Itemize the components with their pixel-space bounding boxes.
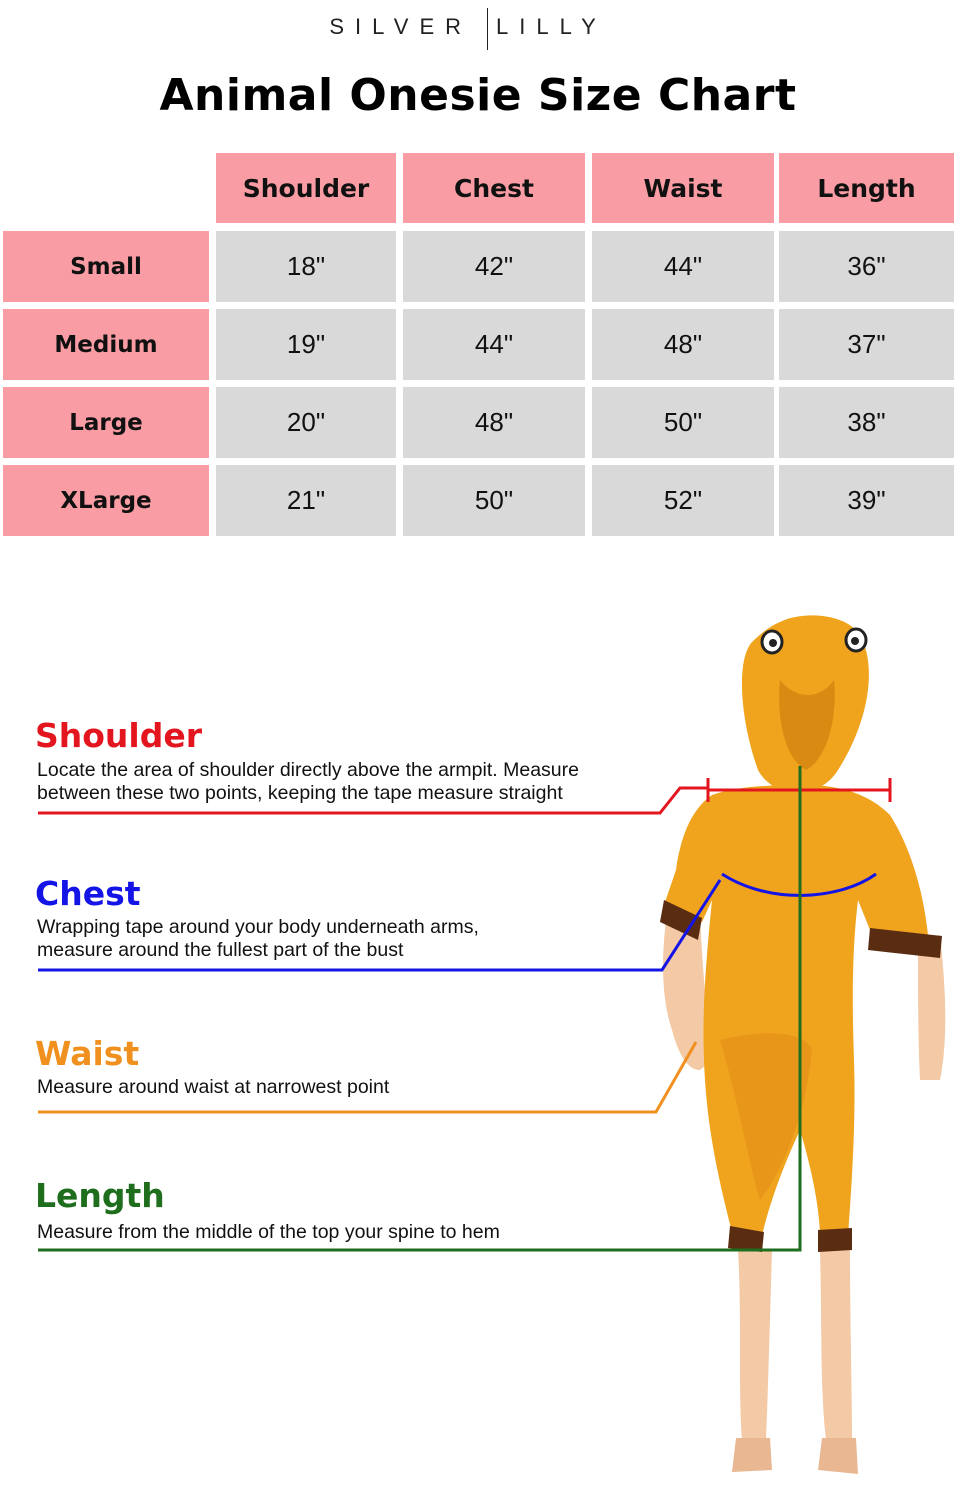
chest-guide-line: [38, 880, 720, 970]
brand-word-left: SILVER: [329, 14, 472, 39]
table-cell: 44": [403, 309, 585, 380]
page-title: Animal Onesie Size Chart: [159, 70, 797, 121]
length-guide-line: [38, 766, 800, 1250]
waist-desc-line-1: Measure around waist at narrowest point: [37, 1076, 390, 1098]
table-cell: 20": [216, 387, 396, 458]
chest-desc-line-2: measure around the fullest part of the bust: [37, 939, 404, 961]
column-header-shoulder: Shoulder: [216, 153, 396, 223]
column-header-length: Length: [779, 153, 954, 223]
table-cell: 38": [779, 387, 954, 458]
table-cell: 48": [592, 309, 774, 380]
row-header-large: Large: [3, 387, 209, 458]
chest-title: Chest: [35, 874, 141, 913]
table-cell: 19": [216, 309, 396, 380]
shoulder-desc-line-2: between these two points, keeping the tape measure straight: [37, 782, 563, 804]
column-header-waist: Waist: [592, 153, 774, 223]
row-header-small: Small: [3, 231, 209, 302]
chest-desc-line-1: Wrapping tape around your body underneath arms,: [37, 916, 479, 938]
column-header-chest: Chest: [403, 153, 585, 223]
waist-guide-line: [38, 1042, 696, 1112]
table-cell: 39": [779, 465, 954, 536]
table-cell: 52": [592, 465, 774, 536]
table-cell: 36": [779, 231, 954, 302]
brand-word-right: LILLY: [496, 14, 607, 39]
table-cell: 50": [592, 387, 774, 458]
length-desc-line-1: Measure from the middle of the top your spine to hem: [37, 1221, 500, 1243]
table-cell: 21": [216, 465, 396, 536]
table-cell: 37": [779, 309, 954, 380]
row-header-medium: Medium: [3, 309, 209, 380]
table-cell: 50": [403, 465, 585, 536]
shoulder-guide-line: [38, 788, 708, 813]
table-cell: 42": [403, 231, 585, 302]
table-cell: 48": [403, 387, 585, 458]
row-header-xlarge: XLarge: [3, 465, 209, 536]
table-cell: 18": [216, 231, 396, 302]
shoulder-title: Shoulder: [35, 716, 203, 755]
table-cell: 44": [592, 231, 774, 302]
length-title: Length: [35, 1176, 165, 1215]
waist-title: Waist: [35, 1034, 140, 1073]
shoulder-desc-line-1: Locate the area of shoulder directly above the armpit. Measure: [37, 759, 579, 781]
